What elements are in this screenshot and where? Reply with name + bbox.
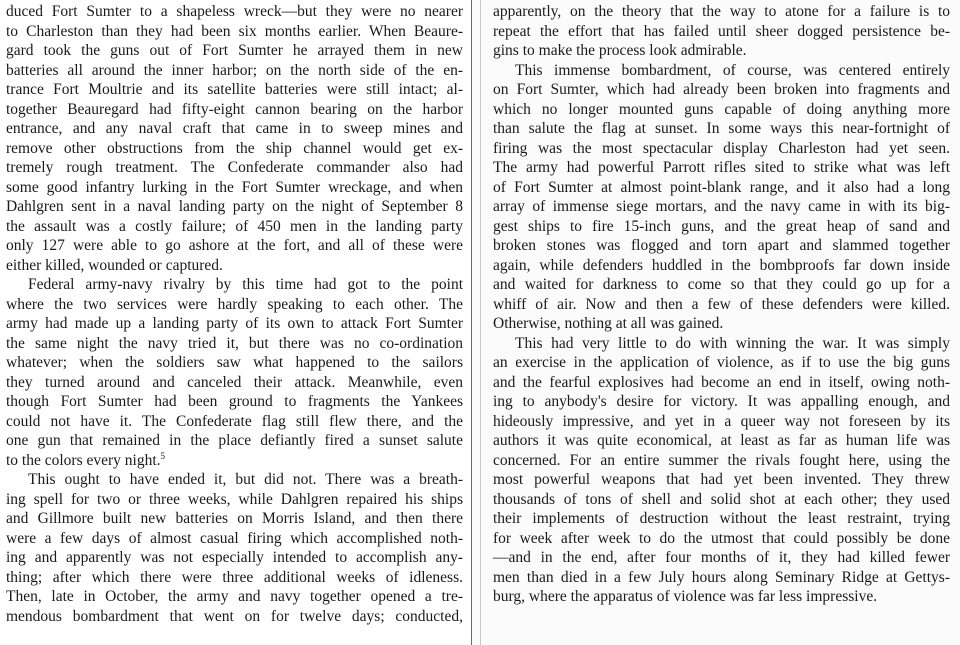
text-line (6, 470, 463, 490)
text-line (493, 529, 950, 549)
text-line (493, 314, 950, 334)
text-line-content: thing; after which there were three additional weeks of idleness. (6, 568, 463, 586)
text-line (6, 256, 463, 276)
text-line-content: remove other obstructions from the ship channel would get ex- (6, 139, 463, 157)
text-line (493, 139, 950, 159)
text-line (6, 314, 463, 334)
text-line-content: whiff of air. Now and then a few of these defenders were killed. (493, 295, 950, 313)
footnote-marker: 5 (160, 450, 166, 461)
text-line (493, 490, 950, 510)
text-line-content: Otherwise, nothing at all was gained. (493, 315, 724, 332)
text-line-content: ing spell for two or three weeks, while Dahlgren repaired his ships (6, 490, 463, 508)
text-line-content: though Fort Sumter had been ground to fragments the Yankees (6, 393, 463, 410)
text-line-content: Then, late in October, the army and navy together opened a tre- (6, 588, 463, 605)
text-line-content: apparently, on the theory that the way to atone for a failure is to (493, 3, 950, 20)
text-line (6, 80, 463, 100)
text-line-content: again, while defenders huddled in the bombproofs far down inside (493, 256, 950, 274)
text-line-content: and Gillmore built new batteries on Morris Island, and then there (6, 510, 463, 527)
text-line-content: their implements of destruction without the least restraint, trying (493, 510, 950, 527)
text-line-content: to the colors every night. (6, 451, 161, 469)
text-line (6, 178, 463, 198)
text-line (493, 41, 950, 61)
text-line (6, 607, 463, 627)
text-line-content: This immense bombardment, of course, was centered entirely (515, 61, 950, 79)
text-line-content: —and in the end, after four months of it, they had killed fewer (493, 549, 950, 566)
text-line-content: firing was the most spectacular display Charleston had yet seen. (493, 139, 950, 157)
text-line (6, 100, 463, 120)
text-line (493, 236, 950, 256)
text-line (493, 80, 950, 100)
text-line-content: the assault was a costly failure; of 450 men in the landing party (6, 217, 463, 235)
text-line (6, 61, 463, 81)
text-line-content: authors it was quite economical, at least as far as human life was (493, 432, 950, 449)
text-line-content: for week after week to do the utmost that could possibly be done (493, 529, 950, 547)
text-line-content: of Fort Sumter at almost point-blank range, and it also had a long (493, 178, 950, 196)
text-line-content: were a few days of almost casual firing which accomplished noth- (6, 529, 463, 547)
page-gutter-shadow (480, 0, 481, 645)
text-line-content: and waited for darkness to come so that they could go up for a (493, 276, 950, 293)
text-line (6, 568, 463, 588)
text-line-content: array of immense siege mortars, and the navy came in with its big- (493, 198, 950, 215)
text-line-content: some good infantry lurking in the Fort Sumter wreckage, and when (6, 178, 463, 196)
text-line-content: army had made up a landing party of its own to attack Fort Sumter (6, 315, 463, 332)
text-line-content: duced Fort Sumter to a shapeless wreck—but they were no nearer (6, 3, 463, 20)
text-line (493, 217, 950, 237)
text-line-content: which no longer mounted guns capable of doing anything more (493, 100, 950, 118)
right-page (472, 0, 960, 645)
text-line-content: concerned. For an entire summer the rivals fought here, using the (493, 451, 950, 469)
text-line-content: together Beauregard had fifty-eight cannon bearing on the harbor (6, 100, 463, 118)
text-line (493, 568, 950, 588)
text-line-content: trance Fort Moultrie and its satellite batteries were still intact; al- (6, 81, 463, 98)
text-line-content: could not have it. The Confederate flag still flew there, and the (6, 412, 463, 430)
text-line (493, 158, 950, 178)
text-line-content: mendous bombardment that went on for twelve days; conducted, (6, 607, 463, 625)
text-line (493, 548, 950, 568)
text-line (6, 431, 463, 451)
text-line (493, 119, 950, 139)
text-line-content: to Charleston than they had been six months earlier. When Beaure- (6, 22, 463, 40)
text-line (6, 451, 463, 471)
text-line (6, 275, 463, 295)
text-line-content: ing to anybody's desire for victory. It was appalling enough, and (493, 393, 950, 410)
text-line-content: repeat the effort that has failed until sheer dogged persistence be- (493, 22, 950, 40)
text-line-content: one gun that remained in the place defiantly fired a sunset salute (6, 432, 463, 449)
text-line-content: burg, where the apparatus of violence was far less impressive. (493, 588, 878, 605)
text-line (493, 412, 950, 432)
text-line-content: batteries all around the inner harbor; on the north side of the en- (6, 61, 463, 79)
text-line-content: where the two services were hardly speaking to each other. The (6, 295, 463, 313)
text-line (493, 256, 950, 276)
text-line-content: the same night the navy tried it, but there was no co-ordination (6, 334, 463, 352)
text-line (493, 22, 950, 42)
text-line (493, 431, 950, 451)
text-line (6, 412, 463, 432)
text-line-content: entrance, and any naval craft that came in to sweep mines and (6, 120, 463, 137)
text-line-content: broken stones was flogged and torn apart and slammed together (493, 237, 950, 254)
text-line-content: This ought to have ended it, but did not. There was a breath- (28, 471, 463, 488)
text-line (493, 295, 950, 315)
text-line (6, 373, 463, 393)
text-line (493, 61, 950, 81)
text-line (6, 236, 463, 256)
text-line (493, 353, 950, 373)
text-line-content: on Fort Sumter, which had already been broken into fragments and (493, 81, 950, 98)
text-line (6, 392, 463, 412)
text-line (493, 451, 950, 471)
text-line (493, 100, 950, 120)
text-line-content: This had very little to do with winning the war. It was simply (515, 334, 950, 352)
text-line (6, 353, 463, 373)
text-line-content: most powerful weapons that had yet been invented. They threw (493, 471, 950, 488)
text-line (6, 139, 463, 159)
text-line (6, 509, 463, 529)
text-line-content: The army had powerful Parrott rifles sited to strike what was left (493, 159, 950, 176)
text-line-content: gins to make the process look admirable. (493, 42, 747, 59)
text-line-content: an exercise in the application of violence, as if to use the big guns (493, 354, 950, 371)
text-line (493, 373, 950, 393)
text-line (6, 197, 463, 217)
text-line (6, 587, 463, 607)
text-line (6, 490, 463, 510)
text-line-content: Federal army-navy rivalry by this time had got to the point (28, 276, 463, 293)
text-line (493, 275, 950, 295)
text-line-content: tremely rough treatment. The Confederate commander also had (6, 159, 463, 176)
text-line (6, 295, 463, 315)
text-line (493, 2, 950, 22)
text-line (493, 197, 950, 217)
text-line-content: whatever; when the soldiers saw what happened to the sailors (6, 354, 463, 371)
text-line (6, 22, 463, 42)
text-line-content: and the fearful explosives had become an end in itself, owing noth- (493, 373, 950, 391)
text-line-content: Dahlgren sent in a naval landing party on the night of September 8 (6, 198, 463, 215)
text-line-content: men than died in a few July hours along Seminary Ridge at Gettys- (493, 568, 950, 586)
text-line-content: thousands of tons of shell and solid shot at each other; they used (493, 490, 950, 508)
text-line (6, 334, 463, 354)
text-line (6, 529, 463, 549)
text-line-content: gest ships to fire 15-inch guns, and the great heap of sand and (493, 217, 950, 235)
text-line (6, 217, 463, 237)
text-line-content: gard took the guns out of Fort Sumter he arrayed them in new (6, 42, 463, 59)
text-line (6, 548, 463, 568)
text-line-content: either killed, wounded or captured. (6, 256, 223, 274)
text-line-content: only 127 were able to go ashore at the fort, and all of these were (6, 237, 463, 254)
text-line (493, 334, 950, 354)
page-gutter-line (471, 0, 472, 645)
left-page-text-column (6, 2, 463, 626)
text-line (493, 509, 950, 529)
text-line (6, 41, 463, 61)
text-line-content: than salute the flag at sunset. In some ways this near-fortnight of (493, 120, 950, 137)
text-line (493, 392, 950, 412)
text-line (6, 119, 463, 139)
text-line (6, 158, 463, 178)
right-page-text-column (493, 2, 950, 607)
text-line-content: they turned around and canceled their attack. Meanwhile, even (6, 373, 463, 391)
text-line (6, 2, 463, 22)
text-line (493, 470, 950, 490)
text-line (493, 587, 950, 607)
text-line (493, 178, 950, 198)
left-page (0, 0, 472, 645)
text-line-content: hideously impressive, and yet in a queer way not foreseen by its (493, 412, 950, 430)
text-line-content: ing and apparently was not especially intended to accomplish any- (6, 549, 463, 566)
